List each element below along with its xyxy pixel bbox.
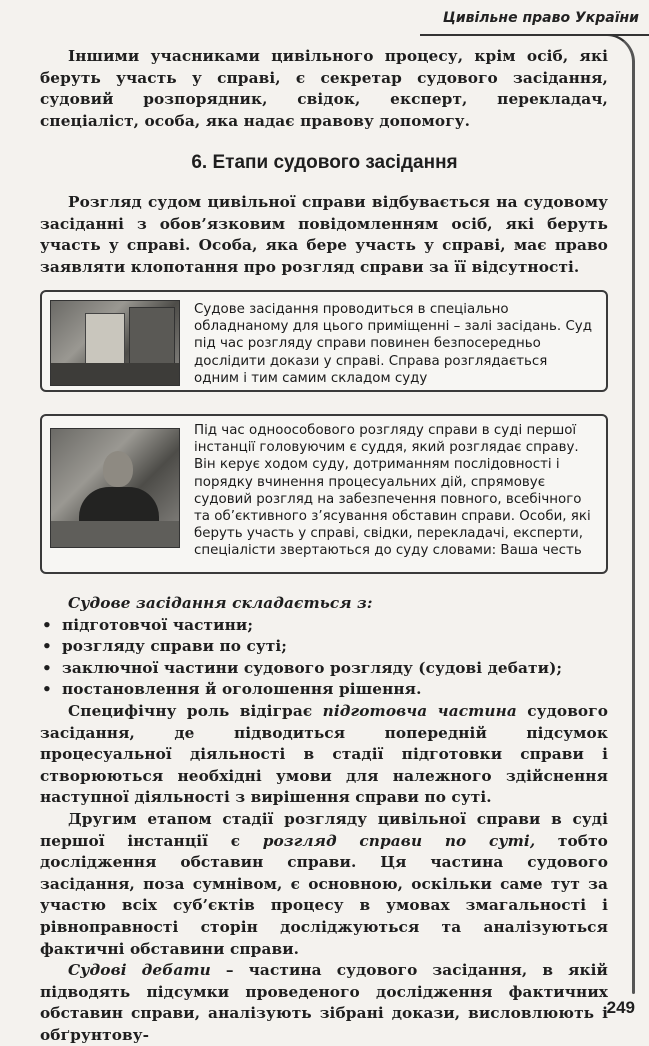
section-paragraph: Розгляд судом цивільної справи відбувається на судовому засіданні з обов’язковим повідомленням осіб, які беруть участь у справі. Особа, яка бере участь у справі, має право заявляти клопотання про розгляд справи за її відсутності.	[40, 193, 608, 276]
stages-list	[40, 615, 608, 701]
paragraph-text: Другим етапом стадії розгляду цивільної справи в суді першої інстанції є	[40, 809, 608, 850]
judge-head	[103, 451, 133, 487]
section-intro-block	[40, 192, 608, 278]
info-box-text: Судове засідання проводиться в спеціально обладнаному для цього приміщенні – залі засідань. Суд під час розгляду справи повинен безпосередньо дослідити докази у справі. Справа розглядається одним і тим самим складом суду	[194, 302, 592, 386]
courtroom-photo	[50, 300, 180, 386]
info-box-judge	[40, 414, 608, 574]
judge-desk	[51, 521, 179, 547]
paragraph-debates	[40, 960, 608, 1046]
running-title: Цивільне право України	[442, 10, 639, 26]
list-item: • постановлення й оголошення рішення.	[42, 679, 608, 701]
list-item: • підготовчої частини;	[42, 615, 608, 637]
list-item: • заключної частини судового розгляду (судові дебати);	[42, 658, 608, 680]
stages-heading: Судове засідання складається з:	[68, 594, 373, 612]
paragraph-text: судового засідання, де підводиться попередній підсумок процесуальної діяльності в стадії підготовки справи і створюються необхідні умови для належного здійснення наступної діяльності з вирішення справи по суті.	[40, 701, 609, 807]
emphasis-term: Судові дебати	[68, 961, 211, 980]
paragraph-preparatory	[40, 701, 608, 809]
info-box-text: Під час одноособового розгляду справи в суді першої інстанції головуючим є суддя, який розглядає справу. Він керує ходом суду, дотриманням послідовності і порядку вчинення процесуальних дій, спрямовує судовий розгляд на забезпечення повного, всебічного та об’єктивного з’ясування обставин справи. Особи, які беруть участь у справі, свідки, перекладачі, експерти, спеціалісти звертаються до суду словами: Ваша честь	[194, 423, 591, 559]
courtroom-bench	[51, 363, 179, 385]
courtroom-panel	[129, 307, 175, 371]
intro-paragraph: Іншими учасниками цивільного процесу, крім осіб, які беруть участь у справі, є секретар судового засідання, судовий розпорядник, свідок, експерт, перекладач, спеціаліст, особа, яка надає правову допомогу.	[40, 47, 608, 130]
judge-photo	[50, 428, 180, 548]
section-title: 6. Етапи судового засідання	[191, 152, 458, 173]
info-box-courtroom	[40, 290, 608, 392]
main-text-block	[40, 593, 608, 1046]
emphasis-term: підготовча частина	[322, 701, 517, 720]
courtroom-panel	[85, 313, 125, 367]
emphasis-term: розгляд справи по суті,	[262, 831, 536, 850]
paragraph-text: тобто дослідження обставин справи. Ця частина судового засідання, поза сумнівом, є основною, оскільки саме тут за участю всіх суб’єктів процесу в умовах змагальності і рівноправності сторін досліджуються та аналізуються фактичні обставини справи.	[40, 831, 608, 958]
page-border-line	[632, 60, 635, 994]
page-number: 249	[606, 998, 635, 1017]
paragraph-text: – частина судового засідання, в якій підводять підсумки проведеного дослідження фактичних обставин справи, аналізують зібрані докази, висловлюють і обґрунтову-	[40, 961, 608, 1044]
intro-block	[40, 46, 608, 132]
paragraph-merits	[40, 809, 608, 960]
list-item: • розгляду справи по суті;	[42, 636, 608, 658]
paragraph-text: Специфічну роль відіграє	[68, 701, 323, 720]
